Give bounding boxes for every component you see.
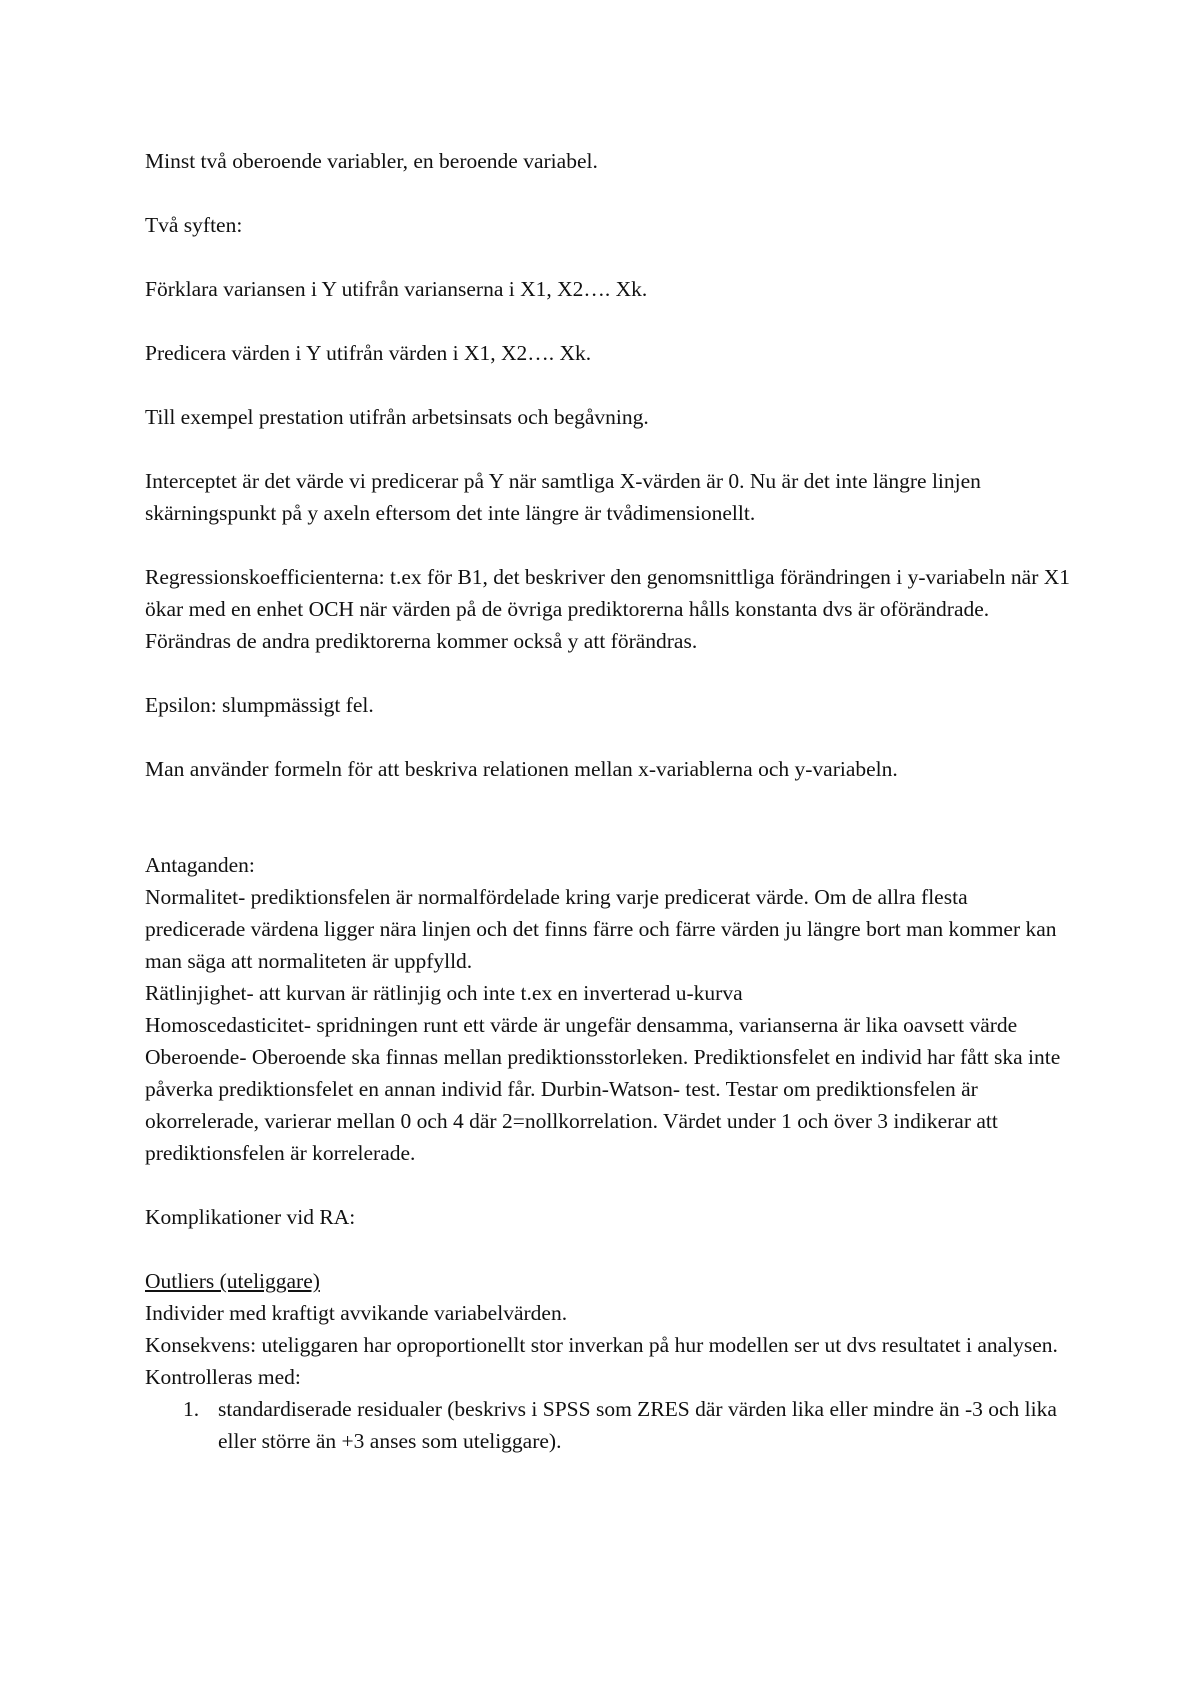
assumption-normality: Normalitet- prediktionsfelen är normalfördelade kring varje predicerat värde. Om de allra flesta predicerade värdena ligger nära linjen och det finns färre och färre värden ju längre bort man kommer kan man säga att normaliteten är uppfylld. (145, 885, 1057, 973)
outliers-consequence: Konsekvens: uteliggaren har oproportionellt stor inverkan på hur modellen ser ut dvs resultatet i analysen. (145, 1333, 1058, 1357)
paragraph-intercept: Interceptet är det värde vi predicerar på Y när samtliga X-värden är 0. Nu är det inte längre linjen skärningspunkt på y axeln eftersom det inte längre är tvådimensionellt. (145, 469, 981, 525)
list-item-text: standardiserade residualer (beskrivs i SPSS som ZRES där värden lika eller mindre än -3 och lika eller större än +3 anses som uteliggare). (218, 1397, 1057, 1453)
paragraph-epsilon: Epsilon: slumpmässigt fel. (145, 693, 374, 717)
assumption-independence: Oberoende- Oberoende ska finnas mellan prediktionsstorleken. Prediktionsfelet en individ har fått ska inte påverka prediktionsfelet en annan individ får. Durbin-Watson- test. Testar om prediktionsfelen är okorrelerade, varierar mellan 0 och 4 där 2=nollkorrelation. Värdet under 1 och över 3 indikerar att prediktionsfelen är korrelerade. (145, 1045, 1061, 1165)
paragraph-purposes-heading: Två syften: (145, 213, 243, 237)
assumption-homoscedasticity: Homoscedasticitet- spridningen runt ett värde är ungefär densamma, varianserna är lika oavsett värde (145, 1013, 1018, 1037)
outliers-title: Outliers (uteliggare) (145, 1269, 320, 1293)
control-list-item (145, 1393, 1070, 1457)
paragraph-example: Till exempel prestation utifrån arbetsinsats och begåvning. (145, 405, 649, 429)
paragraph-coefficients: Regressionskoefficienterna: t.ex för B1, det beskriver den genomsnittliga förändringen i y-variabeln när X1 ökar med en enhet OCH när värden på de övriga prediktorerna hålls konstanta dvs är oförändrade. Förändras de andra prediktorerna kommer också y att förändras. (145, 565, 1071, 653)
list-number: 1. (183, 1397, 200, 1421)
paragraph-predict-values: Predicera värden i Y utifrån värden i X1, X2…. Xk. (145, 341, 592, 365)
paragraph-intro: Minst två oberoende variabler, en beroende variabel. (145, 149, 598, 173)
assumption-linearity: Rätlinjighet- att kurvan är rätlinjig och inte t.ex en inverterad u-kurva (145, 981, 743, 1005)
document-page (145, 145, 1070, 1457)
complications-heading: Komplikationer vid RA: (145, 1205, 356, 1229)
control-list (145, 1393, 1070, 1457)
paragraph-formula: Man använder formeln för att beskriva relationen mellan x-variablerna och y-variabeln. (145, 757, 898, 781)
paragraph-explain-variance: Förklara variansen i Y utifrån varianserna i X1, X2…. Xk. (145, 277, 648, 301)
outliers-definition: Individer med kraftigt avvikande variabelvärden. (145, 1301, 568, 1325)
assumptions-heading: Antaganden: (145, 853, 255, 877)
outliers-control-label: Kontrolleras med: (145, 1365, 301, 1389)
